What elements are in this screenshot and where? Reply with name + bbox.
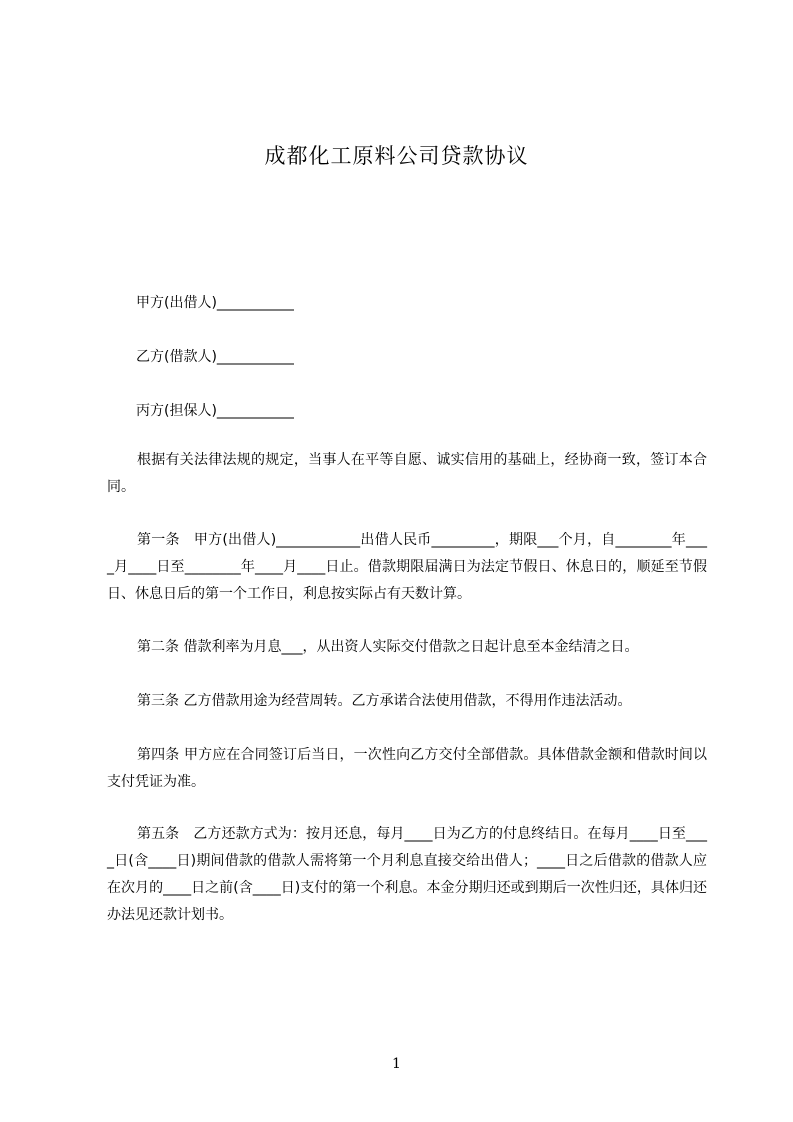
party-lender: 甲方(出借人)___________ [136,295,294,311]
article-4: 第四条 甲方应在合同签订后当日，一次性向乙方交付全部借款。具体借款金额和借款时间以支付凭证为准。 [107,747,707,790]
article-1: 第一条 甲方(出借人)____________出借人民币_________，期限___个月，自________年____月____日至________年____月____日止。借款期限届满日为法定节假日、休息日的，顺延至节假日、休息日后的第一个工作日，利息按实际占有天数计算。 [107,532,707,602]
page-number: 1 [392,1056,401,1072]
party-guarantor: 丙方(担保人)___________ [136,403,294,419]
party-borrower: 乙方(借款人)___________ [136,349,294,365]
article-5: 第五条 乙方还款方式为：按月还息，每月____日为乙方的付息终结日。在每月____日至____日(含____日)期间借款的借款人需将第一个月利息直接交给出借人；____日之后借款的借款人应在次月的____日之前(含____日)支付的第一个利息。本金分期归还或到期后一次性归还，具体归还办法见还款计划书。 [107,826,707,923]
preamble-paragraph: 根据有关法律法规的规定，当事人在平等自愿、诚实信用的基础上，经协商一致，签订本合同。 [107,452,707,495]
document-title: 成都化工原料公司贷款协议 [264,144,529,168]
article-3: 第三条 乙方借款用途为经营周转。乙方承诺合法使用借款，不得用作违法活动。 [137,693,632,709]
article-2: 第二条 借款利率为月息___，从出资人实际交付借款之日起计息至本金结清之日。 [137,639,639,655]
